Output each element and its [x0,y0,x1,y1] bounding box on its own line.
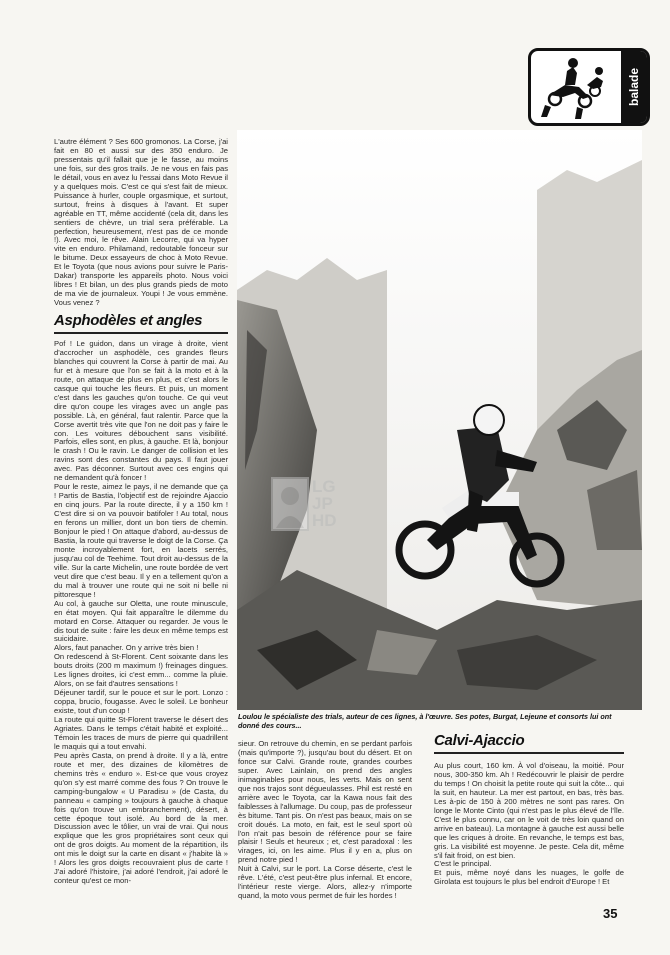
paragraph: Nuit à Calvi, sur le port. La Corse déserte, c'est le rêve. L'été, c'est peut-être plus infernal. Et encore, l'intérieur reste vierge. Alors, allez-y n'importe quand, la moto vous permet de fuir les hordes ! [238,864,412,901]
paragraph: Et puis, même noyé dans les nuages, le golfe de Girolata est toujours le plus bel endroit d'Europe ! Et [434,868,624,887]
heading-rule [54,332,228,334]
watermark-text [312,478,337,529]
page-number: 35 [603,906,618,921]
section2-text [434,762,624,887]
photo-caption: Loulou le spécialiste des trials, auteur de ces lignes, à l'œuvre. Ses potes, Burgat, Lejeune et consorts lui ont donné des cours... [238,712,612,730]
paragraph: Pour le reste, aimez le pays, il ne demande que ça ! Partis de Bastia, l'objectif est de rejoindre Ajaccio en cinq jours. Par la route directe, il y a 150 km ! C'est dire si on va pouvoir batifoler ! Au total, nous en ferons un millier, dont un bon tiers de chemin. Bonjour le pied ! On attaque d'abord, au-dessus de Bastia, la route qui traverse le doigt de la Corse. Ça monte incroyablement fort, en lacets serrés, jusqu'au col de Teehime. Tout droit au-dessus de la ville. Sur la carte Michelin, une route bordée de vert veut dire que c'est beau. Il y en a tellement qu'on a du mal à trouver une route qui ne soit ni belle ni pittoresque ! [54,482,228,599]
logo-tab-label: balade [627,67,642,107]
paragraph: Déjeuner tardif, sur le pouce et sur le port. Lonzo : coppa, brucio, fougasse. Avec le soleil. Le bonheur existe, tout d'un coup ! [54,688,228,716]
section1-text [54,340,228,886]
intro-paragraph: L'autre élément ? Ses 600 gromonos. La Corse, j'ai fait en 80 et aussi sur des 350 enduro. Je pressentais qu'il fallait que je le fasse, au moins une fois, sur des gros trails. Je ne vous en fais pas le détail, vous en avez lu l'essai dans Moto Revue il y a quelques mois. C'est ce qui s'est fait de mieux. Puissance à hurler, couple orgasmique, et surtout, surtout, freins à disques à l'avant. Et super agréable en TT, même accidenté (cela dit, dans les sentiers de chèvre, un trial sera préférable. La perfection, heureusement, n'est pas de ce monde !). Avec moi, le rêve. Alain Lecorre, qui va hyper vite en enduro. Philamand, redoutable fonceur sur le bitume. Deux essayeurs de choc à Moto Revue. Et le Toyota (que nous avions pour suivre le Paris-Dakar) transporte les appareils photo. Nous voici libres ! Et bilan, un des plus grands pieds de moto de ma vie de journaleux. Youpi ! Je vous emmène. Vous venez ? [54,137,228,308]
heading-rule [434,752,624,754]
paragraph: C'est le principal. [434,859,492,869]
section-heading-asphodeles: Asphodèles et angles [54,312,203,329]
motorcyclists-illustration [531,51,619,123]
paragraph: sieur. On retrouve du chemin, en se perdant parfois (mais qu'importe ?), jusqu'au bout du désert. Et on fonce sur Calvi. Grande route, grandes courbes super. Avec Lainlain, on prend des angles inimaginables pour nous, les verts. Mais on sent que nos trajos sont dégueulasses. Phil est resté en arrière avec le Toyota, car la Kawa nous fait des faiblesses à l'allumage. Du coup, pas de professeur ès bitume. Tant pis. On n'est pas beaux, mais on se croit doués. La moto, en fait, est le seul sport où l'on n'ait pas besoin de référence pour se faire plaisir ! Seuls et heureux ; et, c'est paradoxal : les virages, ici, on les aime. Plus il y en a, plus on prend notre pied ! [238,739,412,865]
section-heading-calvi-ajaccio: Calvi-Ajaccio [434,732,525,749]
section-logo [528,48,650,126]
paragraph: Pof ! Le guidon, dans un virage à droite, vient d'accrocher un asphodèle, ces grandes fleurs blanches qui couvrent la Corse à partir de mai. Au fur et à mesure que l'on se fait à la moto et à la route, on attaque de plus en plus, et c'est alors le casque qui touche les fleurs. Et puis, un moment c'est dans les gauches qu'on touche. Ce qui veut dire qu'on coupe les virages avec un angle pas possible. Là, en général, faut ralentir. Parce que la Corse avertit très vite que l'on ne doit pas y faire le con. Les voitures débouchent sans visibilité. Parfois, elles sont, en plus, à gauche. Et là, bonjour le crash ! Ou le ravin. Le danger de collision et les ravins sont des constantes du pays. Il faut jouer avec. Pas déconner. Surtout avec ces engins qui ne demandent qu'à foncer ! [54,339,228,483]
watermark-line: JP [312,494,333,513]
paragraph: Peu après Casta, on prend à droite. Il y a là, entre route et mer, des dizaines de kilomètres de chemins très « enduro ». Est-ce que vous croyez qu'on s'y est marré comme des fous ? On trouve le camping-bungalow « U Paradisu » (de Casta, du panneau « camping » toujours à gauche à chaque fois qu'on trouve un embranchement), désert, à cette époque tout isolé. Au bord de la mer. Discussion avec le tôlier, un vrai de vrai. Qui nous explique que les gros propriétaires sont ceux qui ont de gros doigts. Au moment de la répartition, ils ont mis le doigt sur la carte en disant « j'habite là » ! Alors les gros doigts recouvraient plus de carte ! J'ai adoré l'histoire, j'ai adoré l'endroit, j'ai adoré le conteur qu'est ce mon- [54,750,228,886]
logo-tab [621,51,647,123]
watermark-line: LG [312,477,336,496]
portrait-icon [270,476,310,532]
paragraph: Au col, à gauche sur Oletta, une route minuscule, en état moyen. Qui fait apparaître le dilemme du motard en Corse. Attaquer ou regarder. Je vous le dis tout de suite : faire les deux en même temps est suicidaire. [54,598,228,644]
photo-illustration [237,130,642,710]
column2-text [238,740,412,901]
paragraph: La route qui quitte St-Florent traverse le désert des Agriates. Dans le temps c'était habité et exploité... Témoin les traces de murs de pierre qui quadrillent le maquis qui a tout envahi. [54,715,228,751]
paragraph: Au plus court, 160 km. À vol d'oiseau, la moitié. Pour nous, 300-350 km. Ah ! Redécouvrir le plaisir de perdre du temps ! On choisit la petite route qui suit la côte... qui la suit, en hauteur. La mer est partout, en bas, très bas. Les à-pic de 150 à 200 mètres ne sont pas rares. On longe le Monte Cinto (qui n'est pas le plus élevé de l'île. C'est le plus connu, car on le voit de très loin quand on arrive en bateau). La montagne à gauche est aussi belle que les criques à droite. En revanche, le temps est bas, gris. La visibilité est moyenne. Je peste. Cela dit, même s'il fait froid, on est bien. [434,761,624,860]
motorcycle-photo [237,130,642,710]
watermark-line: HD [312,511,337,530]
intro-text [54,138,228,308]
paragraph: On redescend à St-Florent. Cent soixante dans les bouts droits (200 m maximum !) freinages dingues. Les lignes droites, ici c'est emm... comme la pluie. Alors, on se fait d'autres sensations ! [54,652,228,689]
paragraph: Alors, faut panacher. On y arrive très bien ! [54,643,199,653]
watermark-logo [270,476,350,546]
